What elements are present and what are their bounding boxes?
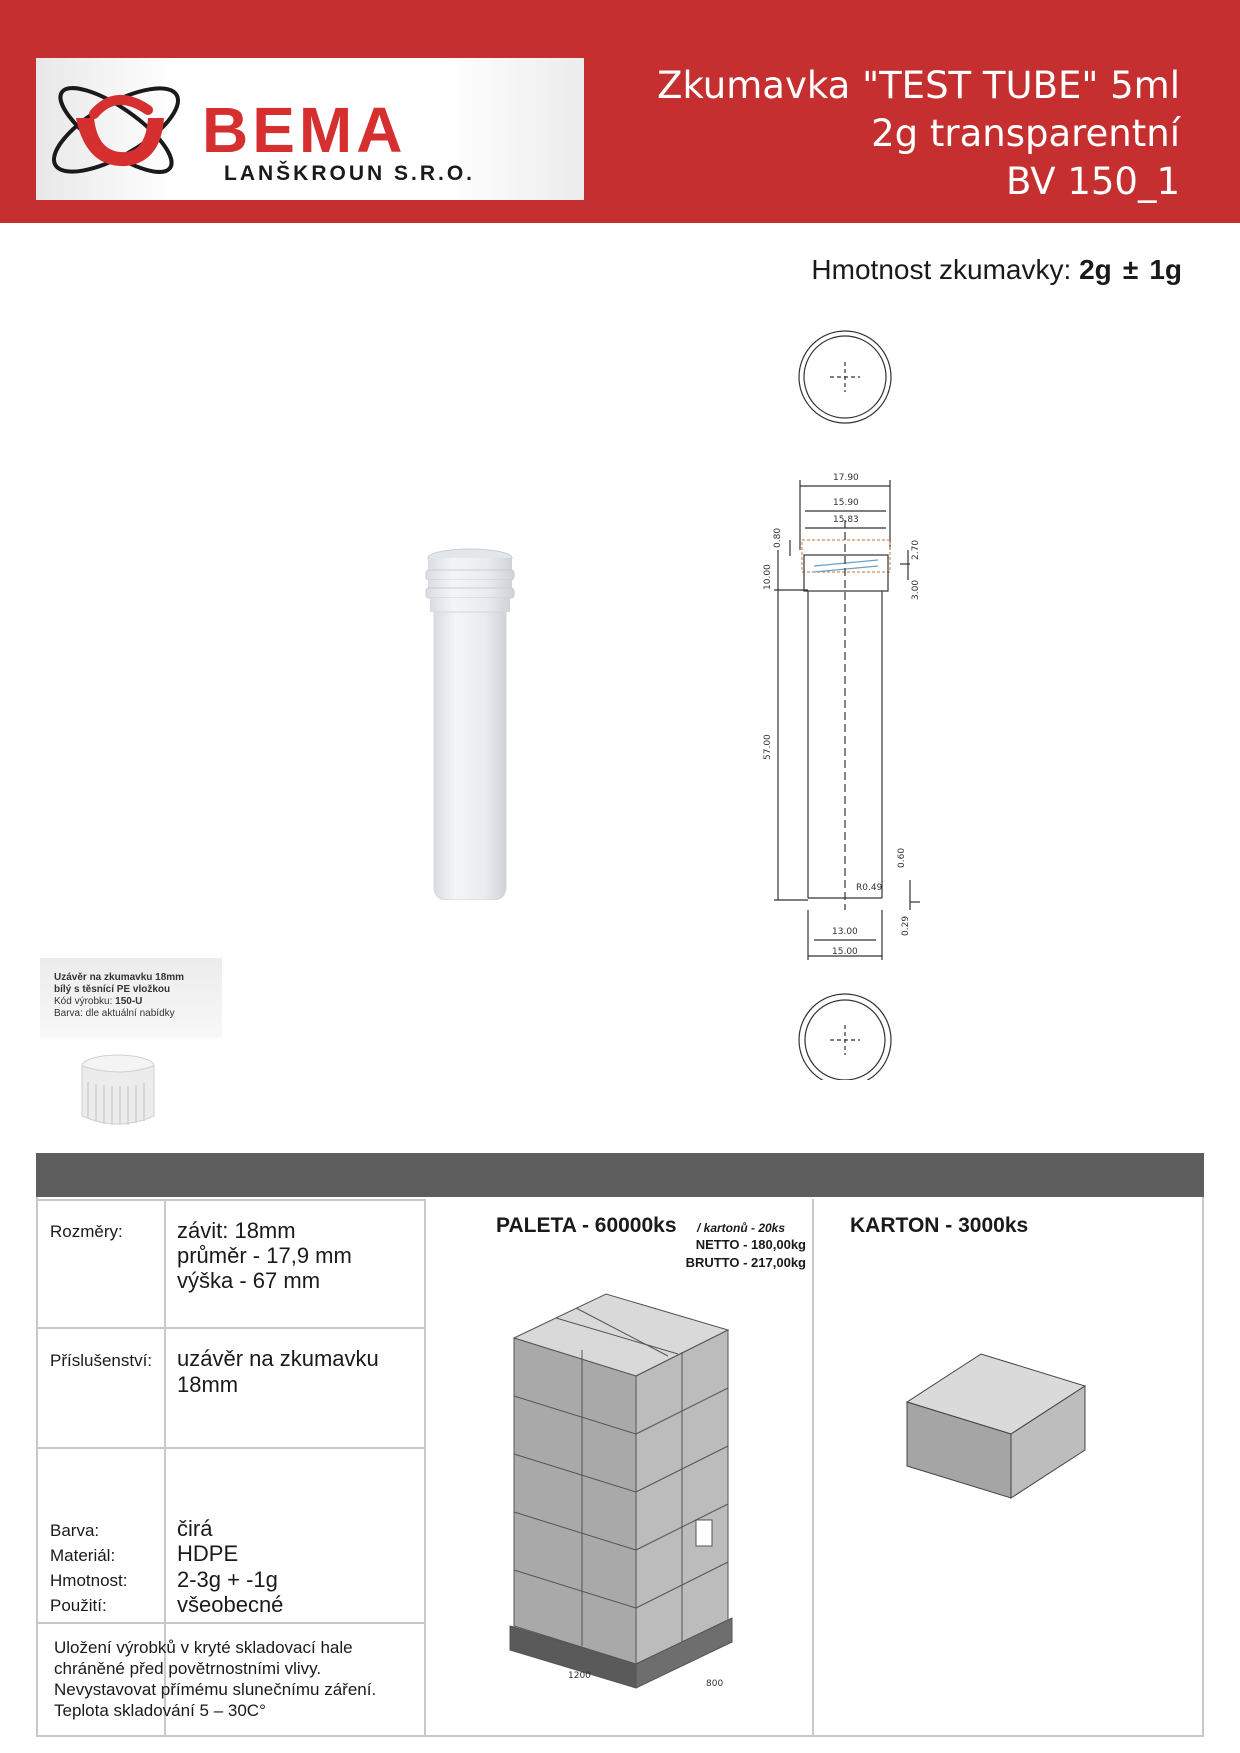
paleta-cartons: / kartonů - 20ks bbox=[697, 1221, 786, 1235]
bema-orbit-icon bbox=[36, 58, 206, 200]
section-bar bbox=[36, 1153, 1204, 1197]
dim-text-7: 57.00 bbox=[763, 734, 773, 760]
hmotnost-value: 2-3g + -1g bbox=[177, 1567, 278, 1592]
cap-color: Barva: dle aktuální nabídky bbox=[54, 1008, 175, 1019]
dim-text-8: R0.49 bbox=[856, 883, 883, 893]
rozmery-label: Rozměry: bbox=[50, 1222, 123, 1241]
cap-code-value: 150-U bbox=[115, 996, 143, 1007]
dim-text-5: 2.70 bbox=[911, 539, 921, 560]
note-line-3: Nevystavovat přímému slunečnímu záření. bbox=[54, 1680, 377, 1699]
dim-text-12: 0.29 bbox=[901, 915, 911, 936]
title-line-2: 2g transparentní bbox=[871, 112, 1180, 155]
cap-line-2: bílý s těsnící PE vložkou bbox=[54, 984, 171, 995]
dim-text-4: 10.00 bbox=[763, 564, 773, 590]
dim-text-2: 15.83 bbox=[833, 515, 859, 525]
test-tube-photo bbox=[420, 548, 520, 900]
hmotnost-label: Hmotnost: bbox=[50, 1571, 128, 1590]
pallet-illustration bbox=[506, 1290, 766, 1710]
cap-line-1: Uzávěr na zkumavku 18mm bbox=[54, 972, 185, 983]
paleta-brutto: BRUTTO - 217,00kg bbox=[685, 1255, 806, 1270]
dim-text-0: 17.90 bbox=[833, 473, 859, 483]
weight-value-1: 2g bbox=[1079, 254, 1112, 285]
dim-text-3: 0.80 bbox=[773, 527, 783, 548]
logo-wordmark: BEMA bbox=[202, 94, 407, 166]
cap-info-box bbox=[40, 958, 222, 1038]
cap-code bbox=[54, 996, 222, 1008]
prislusenstvi-value-2: 18mm bbox=[177, 1372, 239, 1397]
dim-text-6: 3.00 bbox=[911, 579, 921, 600]
storage-note bbox=[54, 1637, 376, 1721]
dim-text-9: 0.60 bbox=[897, 847, 907, 868]
tube-weight bbox=[811, 254, 1182, 286]
product-title bbox=[657, 62, 1180, 206]
pouziti-label: Použití: bbox=[50, 1596, 107, 1615]
plus-minus-symbol: ± bbox=[1122, 254, 1139, 285]
paleta-netto: NETTO - 180,00kg bbox=[695, 1237, 806, 1252]
prislusenstvi-value-1: uzávěr na zkumavku bbox=[177, 1346, 379, 1371]
carton-illustration bbox=[905, 1350, 1091, 1500]
karton-title: KARTON - 3000ks bbox=[850, 1214, 1029, 1237]
weight-label: Hmotnost zkumavky: bbox=[811, 254, 1072, 285]
dim-text-11: 15.00 bbox=[832, 947, 858, 957]
prislusenstvi-label: Příslušenství: bbox=[50, 1351, 153, 1370]
cap-code-label: Kód výrobku: bbox=[54, 996, 113, 1007]
barva-value: čirá bbox=[177, 1516, 213, 1541]
weight-value-2: 1g bbox=[1149, 254, 1182, 285]
note-line-1: Uložení výrobků v kryté skladovací hale bbox=[54, 1638, 353, 1657]
paleta-title: PALETA - 60000ks bbox=[496, 1214, 677, 1237]
title-line-3: BV 150_1 bbox=[1006, 160, 1180, 203]
dim-text-10: 13.00 bbox=[832, 927, 858, 937]
pouziti-value: všeobecné bbox=[177, 1592, 284, 1617]
pallet-width: 800 bbox=[706, 1679, 724, 1689]
material-label: Materiál: bbox=[50, 1546, 116, 1565]
note-line-2: chráněné před povětrnostními vlivy. bbox=[54, 1659, 322, 1678]
dim-text-1: 15.90 bbox=[833, 498, 859, 508]
rozmery-value-3: výška - 67 mm bbox=[177, 1268, 321, 1293]
logo-subtitle: LANŠKROUN S.R.O. bbox=[224, 162, 476, 185]
material-value: HDPE bbox=[177, 1541, 239, 1566]
note-line-4: Teplota skladování 5 – 30C° bbox=[54, 1701, 266, 1720]
cap-photo bbox=[72, 1052, 164, 1132]
technical-drawing bbox=[760, 320, 940, 1080]
rozmery-value-1: závit: 18mm bbox=[177, 1218, 296, 1243]
company-logo bbox=[36, 58, 584, 200]
pallet-length: 1200 bbox=[568, 1671, 591, 1681]
title-line-1: Zkumavka "TEST TUBE" 5ml bbox=[657, 64, 1180, 107]
header-banner bbox=[0, 0, 1240, 223]
rozmery-value-2: průměr - 17,9 mm bbox=[177, 1243, 352, 1268]
barva-label: Barva: bbox=[50, 1521, 100, 1540]
